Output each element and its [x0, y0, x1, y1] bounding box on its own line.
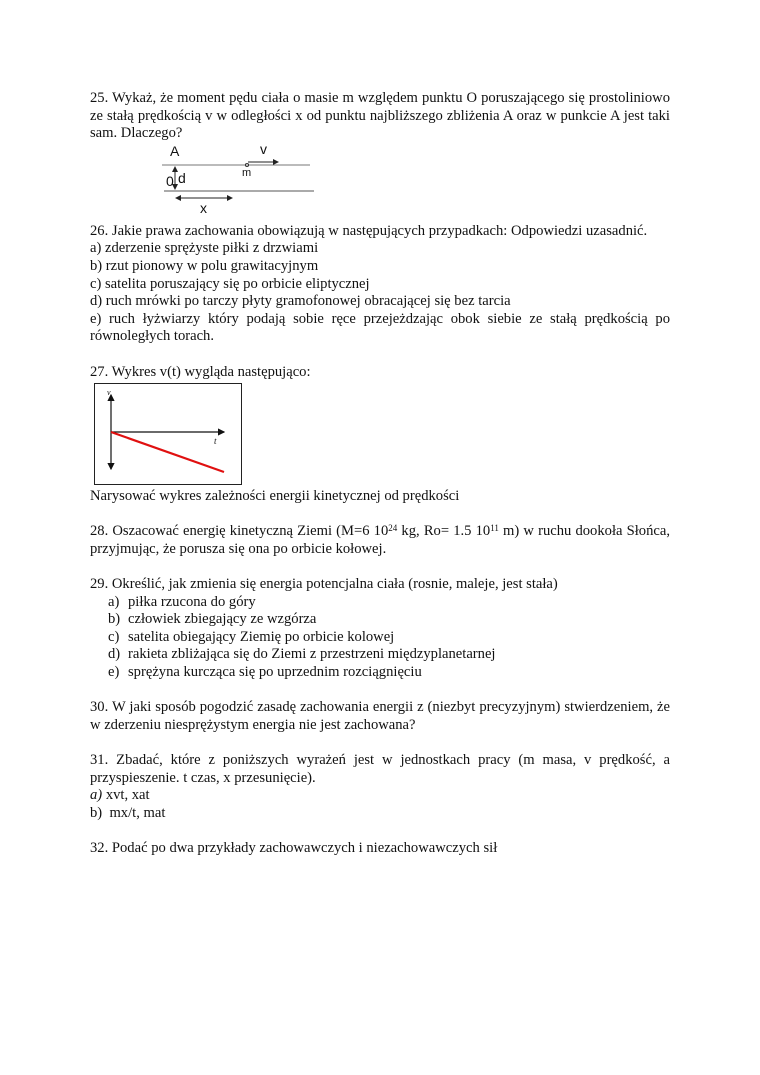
label-distance-d: d — [178, 169, 186, 186]
q31-item-a: a) xvt, xat — [90, 787, 150, 804]
q28-exponent-1: 24 — [388, 523, 398, 534]
label-origin: 0 — [166, 172, 174, 189]
q26-item-b: b) rzut pionowy w polu grawitacyjnym — [90, 257, 319, 274]
axis-label-v: v — [107, 388, 111, 398]
q29-item-b: b) człowiek zbiegający ze wzgórza — [108, 611, 317, 628]
question-30: 30. W jaki sposób pogodzić zasadę zachowania energii z (niezbyt precyzyjnym) stwierdzeniem, że w zderzeniu niesprężystym energia nie jest zachowana? — [90, 699, 670, 733]
q26-item-a: a) zderzenie sprężyste piłki z drzwiami — [90, 240, 319, 257]
label-distance-x: x — [200, 199, 207, 216]
axis-label-t: t — [214, 436, 217, 447]
q29-list — [90, 594, 670, 682]
q28-exponent-2: 11 — [490, 523, 499, 534]
q29-item-e: e) sprężyna kurcząca się po uprzednim rozciągnięciu — [108, 664, 422, 681]
q28-text-2: kg, Ro= 1.5 10 — [397, 523, 491, 540]
question-32: 32. Podać po dwa przykłady zachowawczych i niezachowawczych sił — [90, 840, 498, 856]
velocity-time-graph — [94, 383, 242, 485]
question-29: 29. Określić, jak zmienia się energia potencjalna ciała (rosnie, maleje, jest stała) — [90, 576, 558, 593]
label-mass: m — [242, 166, 252, 179]
q28-text-3: m) w ruchu dookoła Słońca, przyjmując, że porusza się ona po orbicie kołowej. — [90, 523, 670, 557]
label-velocity: v — [260, 140, 267, 157]
q26-item-e: e) ruch łyżwiarzy który podają sobie ręce przejeżdzając obok siebie ze stałą prędkością po równoległych torach. — [90, 310, 670, 345]
question-25: 25. Wykaż, że moment pędu ciała o masie m względem punktu O poruszającego się prostoliniowo ze stałą prędkością v w odległości x od punktu najbliższego zbliżenia A oraz w punkcie A jest taki sam. Dlaczego? — [90, 90, 670, 142]
vt-graph-svg — [94, 383, 242, 485]
label-point-a: A — [170, 142, 180, 159]
question-28 — [90, 523, 670, 558]
question-26: 26. Jakie prawa zachowania obowiązują w następujących przypadkach: Odpowiedzi uzasadnić. — [90, 222, 648, 239]
diagram-angular-momentum — [162, 140, 322, 216]
q26-item-c: c) satelita poruszający się po orbicie eliptycznej — [90, 275, 370, 292]
q31-item-b: b) mx/t, mat — [90, 804, 166, 821]
q29-item-c: c) satelita obiegający Ziemię po orbicie kolowej — [108, 628, 395, 645]
q28-text-1: 28. Oszacować energię kinetyczną Ziemi (M=6 10 — [90, 523, 389, 540]
question-31: 31. Zbadać, które z poniższych wyrażeń jest w jednostkach pracy (m masa, v prędkość, a przyspieszenie. t czas, x przesunięcie). — [90, 752, 670, 786]
document-page — [90, 90, 670, 858]
q29-item-a: a) piłka rzucona do góry — [108, 593, 256, 610]
q26-item-d: d) ruch mrówki po tarczy płyty gramofonowej obracającej się bez tarcia — [90, 293, 511, 310]
q29-item-d: d) rakieta zbliżająca się do Ziemi z przestrzeni międzyplanetarnej — [108, 646, 496, 663]
q27-task: Narysować wykres zależności energii kinetycznej od prędkości — [90, 488, 460, 505]
question-27: 27. Wykres v(t) wygląda następująco: — [90, 363, 311, 380]
